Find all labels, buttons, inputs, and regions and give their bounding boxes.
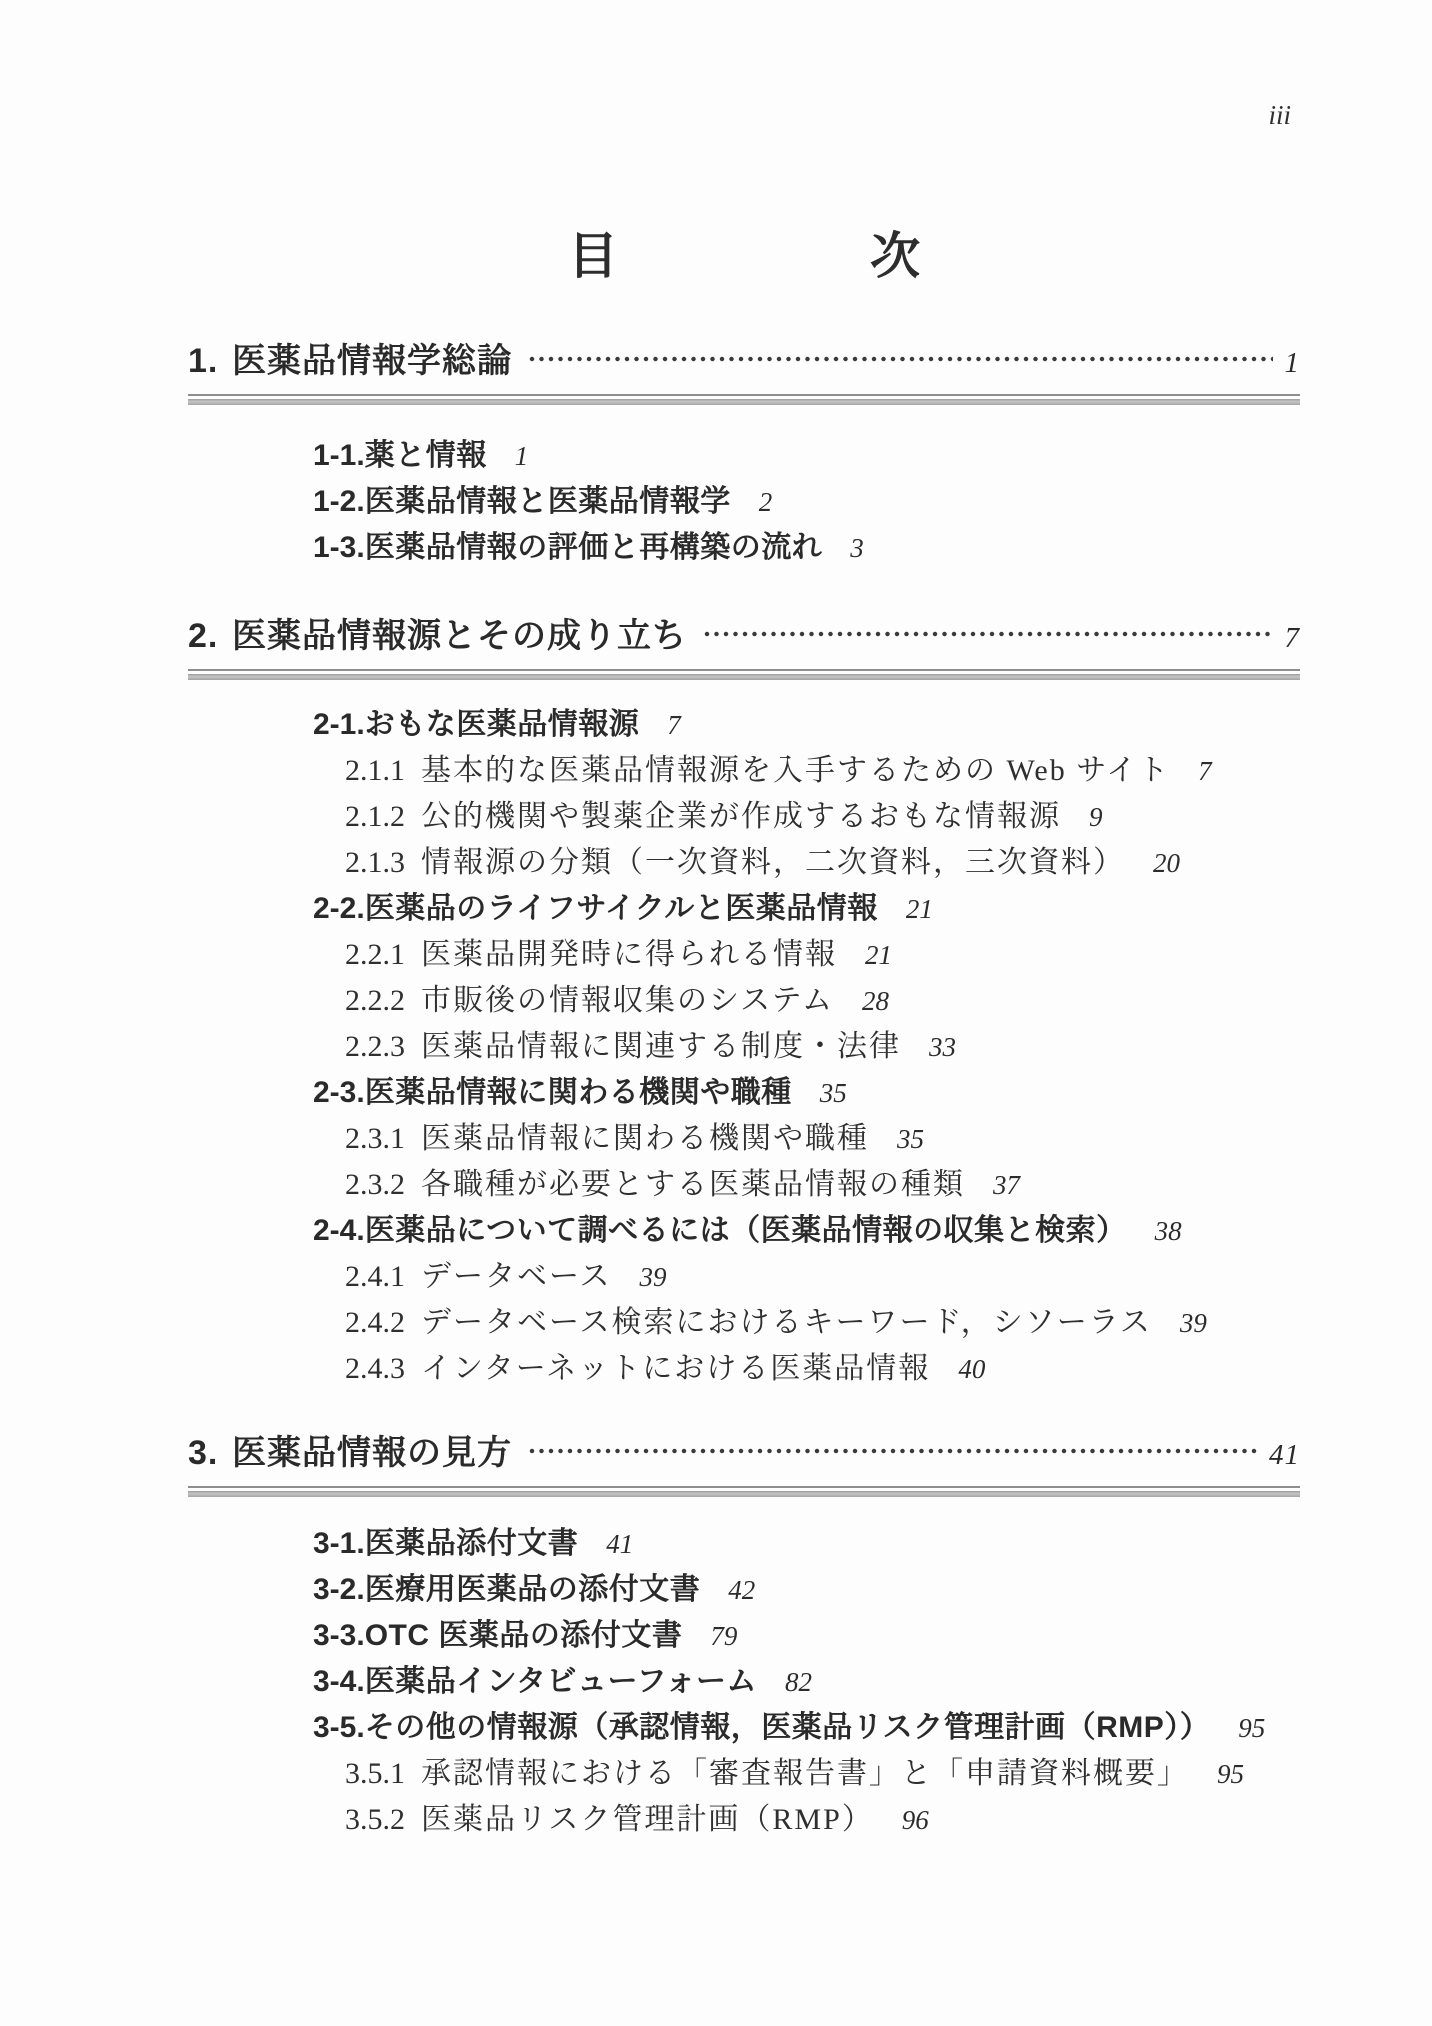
toc-item-page: 96: [901, 1805, 929, 1835]
toc-item-title: インターネットにおける医薬品情報: [421, 1352, 931, 1385]
toc-item-page: 3: [850, 533, 864, 563]
toc-item-number: 3-1.: [313, 1527, 365, 1560]
toc-item: [188, 886, 1300, 932]
toc-item-page: 28: [862, 986, 889, 1016]
toc-item-number: 2.3.1: [345, 1122, 405, 1155]
toc-item: [188, 1613, 1300, 1659]
toc-item-page: 42: [728, 1575, 756, 1605]
toc-chapter-row: [188, 342, 1300, 382]
toc-item-number: 2.4.3: [345, 1352, 405, 1385]
page-folio: iii: [1268, 100, 1291, 130]
toc-item-page: 40: [958, 1354, 986, 1384]
toc-item-page: 33: [929, 1032, 956, 1062]
toc-chapter-items: [188, 433, 1300, 571]
toc-item-page: 41: [606, 1529, 634, 1559]
toc-item-page: 95: [1217, 1759, 1244, 1789]
toc-item-title: 医薬品情報に関連する制度・法律: [421, 1030, 901, 1063]
toc-item-title: 基本的な医薬品情報源を入手するための Web サイト: [421, 754, 1171, 787]
toc-item-title: 情報源の分類（一次資料，二次資料，三次資料）: [421, 846, 1125, 879]
toc-item: [188, 794, 1300, 840]
toc-item-title: OTC 医薬品の添付文書: [364, 1619, 683, 1652]
toc-item-page: 38: [1154, 1216, 1182, 1246]
toc-item: [188, 1024, 1300, 1070]
toc-item: [188, 525, 1300, 571]
toc-item-number: 1-3.: [313, 531, 365, 564]
toc-chapter-page: 7: [1284, 622, 1300, 654]
toc-item-title: 医薬品インタビューフォーム: [364, 1665, 758, 1698]
dotted-leader: [528, 1446, 1257, 1456]
toc-item-title: 医薬品情報の評価と再構築の流れ: [364, 531, 823, 564]
toc-item: [188, 479, 1300, 525]
toc-item-number: 2.1.1: [345, 754, 405, 787]
toc-item: [188, 1751, 1300, 1797]
toc-chapter-2: [188, 617, 1300, 1392]
toc-item-title: 医療用医薬品の添付文書: [364, 1573, 701, 1606]
toc-item: [188, 1070, 1300, 1116]
toc-chapter-row: [188, 617, 1300, 657]
toc-item: [188, 932, 1300, 978]
toc-item: [188, 1346, 1300, 1392]
toc-item: [188, 748, 1300, 794]
toc-item-page: 1: [514, 441, 529, 471]
toc-chapter-title: 医薬品情報学総論: [232, 342, 512, 380]
toc-item-number: 3-2.: [313, 1573, 365, 1606]
toc-item-page: 35: [897, 1124, 924, 1154]
toc-item-number: 2.3.2: [345, 1168, 405, 1201]
toc-item-title: 薬と情報: [364, 439, 487, 472]
toc-item-title: 市販後の情報収集のシステム: [421, 984, 834, 1017]
toc-item-page: 7: [667, 710, 681, 740]
toc-item: [188, 433, 1300, 479]
toc-item-number: 3.5.1: [345, 1757, 405, 1790]
page-title-char-left: 目: [568, 228, 618, 284]
page-title: [188, 228, 1300, 284]
toc-chapter-title: 医薬品情報源とその成り立ち: [232, 617, 687, 655]
double-rule: [188, 394, 1300, 405]
toc-item-title: 医薬品開発時に得られる情報: [421, 938, 837, 971]
toc-item-number: 3-4.: [313, 1665, 365, 1698]
toc-item: [188, 840, 1300, 886]
toc-item-page: 39: [1179, 1308, 1207, 1338]
toc-item-page: 20: [1153, 848, 1180, 878]
toc-item-number: 2.2.3: [345, 1030, 405, 1063]
toc-chapter-1: [188, 342, 1300, 571]
toc-item-title: 医薬品リスク管理計画（RMP）: [421, 1803, 874, 1836]
toc-item-title: 医薬品について調べるには（医薬品情報の収集と検索）: [364, 1214, 1127, 1247]
toc-chapter-number: 3.: [188, 1434, 219, 1472]
toc-item-page: 95: [1238, 1713, 1266, 1743]
toc-chapter-title: 医薬品情報の見方: [232, 1434, 512, 1472]
toc-content: [188, 0, 1300, 1843]
toc-chapter-number: 2.: [188, 617, 219, 655]
toc-item: [188, 1521, 1300, 1567]
toc-item-page: 37: [993, 1170, 1020, 1200]
toc-chapter-items: [188, 702, 1300, 1392]
page-title-char-right: 次: [870, 228, 920, 284]
toc-item-number: 2.4.2: [345, 1306, 405, 1339]
toc-item-number: 2.1.3: [345, 846, 405, 879]
toc-item: [188, 1254, 1300, 1300]
toc-item-title: データベース検索におけるキーワード，シソーラス: [421, 1306, 1152, 1339]
toc-item-title: 医薬品情報に関わる機関や職種: [364, 1076, 792, 1109]
toc-item-title: 医薬品情報と医薬品情報学: [364, 485, 731, 518]
toc-item: [188, 1797, 1300, 1843]
toc-item-number: 3.5.2: [345, 1803, 405, 1836]
toc-item-number: 2.4.1: [345, 1260, 405, 1293]
toc-item-page: 2: [758, 487, 773, 517]
toc-item-page: 7: [1198, 756, 1212, 786]
toc-chapter-page: 41: [1269, 1439, 1300, 1471]
dotted-leader: [703, 629, 1273, 639]
toc-item-page: 39: [639, 1262, 667, 1292]
toc-item-page: 9: [1089, 802, 1103, 832]
toc-item-number: 2.2.1: [345, 938, 405, 971]
toc-item-title: 医薬品添付文書: [364, 1527, 579, 1560]
toc-item-number: 2-3.: [313, 1076, 365, 1109]
toc-item-title: その他の情報源（承認情報，医薬品リスク管理計画（RMP））: [364, 1711, 1211, 1744]
toc-item-title: 医薬品のライフサイクルと医薬品情報: [364, 892, 878, 925]
toc-item-number: 1-2.: [313, 485, 365, 518]
toc-item-page: 21: [865, 940, 892, 970]
toc-chapter-number: 1.: [188, 342, 219, 380]
toc-item-title: 各職種が必要とする医薬品情報の種類: [421, 1168, 965, 1201]
double-rule: [188, 1486, 1300, 1497]
toc-item-title: 承認情報における「審査報告書」と「申請資料概要」: [421, 1757, 1189, 1790]
toc-item-number: 3-3.: [313, 1619, 365, 1652]
dotted-leader: [528, 354, 1273, 364]
toc-item-number: 3-5.: [313, 1711, 365, 1744]
toc-item-number: 2-4.: [313, 1214, 365, 1247]
toc-item: [188, 1116, 1300, 1162]
toc-item-number: 2-2.: [313, 892, 365, 925]
toc-item: [188, 1300, 1300, 1346]
toc-item-number: 2-1.: [313, 708, 365, 741]
toc-item-page: 35: [819, 1078, 847, 1108]
toc-item-number: 1-1.: [313, 439, 365, 472]
toc-item: [188, 702, 1300, 748]
toc-item-title: データベース: [421, 1260, 612, 1293]
toc-chapter-items: [188, 1521, 1300, 1843]
toc-chapter-3: [188, 1434, 1300, 1843]
toc-item: [188, 1705, 1300, 1751]
toc-item: [188, 978, 1300, 1024]
toc-item: [188, 1567, 1300, 1613]
toc-chapter-row: [188, 1434, 1300, 1474]
toc-item-title: 公的機関や製薬企業が作成するおもな情報源: [421, 800, 1061, 833]
toc-chapter-page: 1: [1284, 347, 1300, 379]
toc-item-title: おもな医薬品情報源: [364, 708, 640, 741]
toc-item: [188, 1659, 1300, 1705]
toc-item: [188, 1208, 1300, 1254]
toc-item-number: 2.2.2: [345, 984, 405, 1017]
toc-item-page: 82: [785, 1667, 813, 1697]
double-rule: [188, 669, 1300, 680]
toc-item-title: 医薬品情報に関わる機関や職種: [421, 1122, 869, 1155]
toc-item-number: 2.1.2: [345, 800, 405, 833]
toc-item: [188, 1162, 1300, 1208]
toc-item-page: 79: [710, 1621, 738, 1651]
toc-item-page: 21: [905, 894, 933, 924]
